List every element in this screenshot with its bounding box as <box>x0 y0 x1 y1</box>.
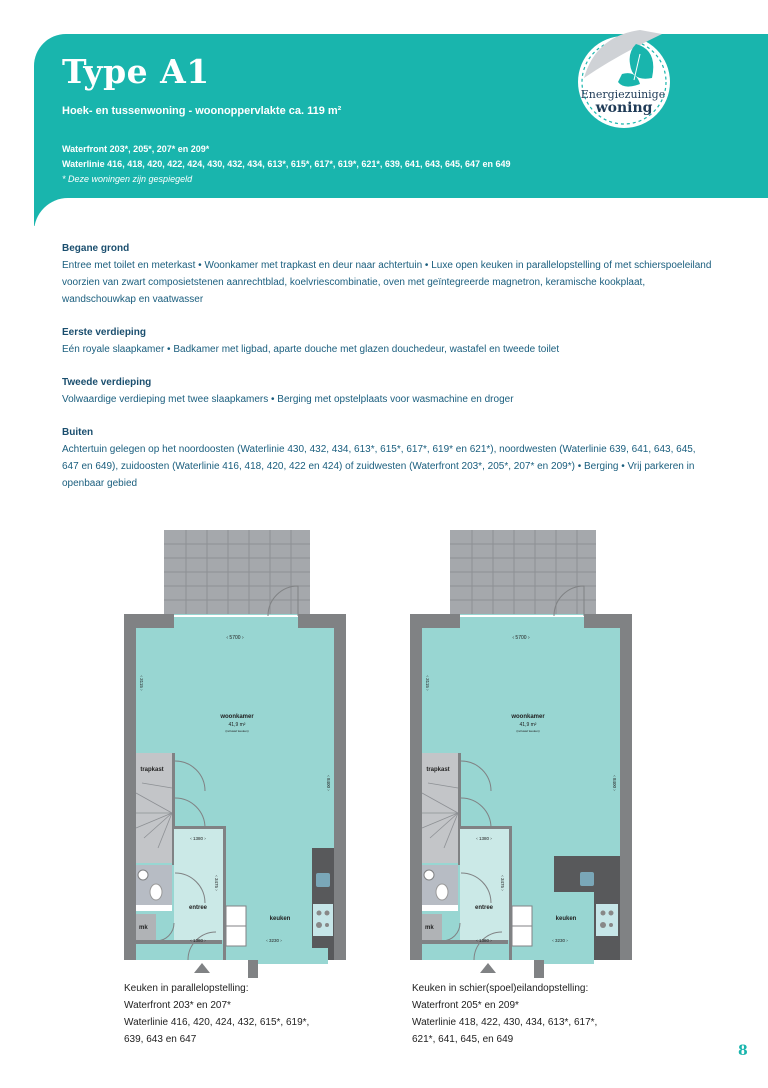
label-entree: entree <box>188 905 208 911</box>
label-area-note: (inclusief keuken) <box>516 729 540 733</box>
dim-entree-width: ‹ 1380 › <box>190 938 206 943</box>
section-heading: Buiten <box>62 427 94 438</box>
page-title: Type A1 <box>62 52 210 91</box>
section-heading: Tweede verdieping <box>62 377 152 388</box>
label-area: 41,9 m² <box>228 722 246 728</box>
section-heading: Eerste verdieping <box>62 327 146 338</box>
mirror-note: * Deze woningen zijn gespiegeld <box>62 174 193 184</box>
caption-line: Keuken in parallelopstelling: <box>124 983 249 994</box>
subtitle: Hoek- en tussenwoning - woonoppervlakte ca. 119 m² <box>62 105 342 117</box>
section-buiten <box>62 424 712 492</box>
label-area: 41,9 m² <box>519 722 537 728</box>
sink-icon <box>316 873 330 887</box>
dim-width: ‹ 5700 › <box>226 635 244 641</box>
dim-hall-height: ‹ 3475 › <box>214 875 219 891</box>
sink-icon <box>580 872 594 886</box>
dim-kitchen-width: ‹ 3230 › <box>552 938 568 943</box>
caption-line: Waterfront 205* en 209* <box>412 1000 519 1011</box>
label-entree: entree <box>474 905 494 911</box>
caption-island <box>412 980 597 1048</box>
section-text: Entree met toilet en meterkast • Woonkamer met trapkast en deur naar achtertuin • Luxe open keuken in parallelopstelling of met schierspoeleiland voorzien van zwart composietstenen aanrechtblad, koelvriescombinatie, oven met geïntegreerde magnetron, keramische kookplaat, wandschouwkap en vaatwasser <box>62 260 712 305</box>
caption-line: 621*, 641, 645, en 649 <box>412 1034 514 1045</box>
section-heading: Begane grond <box>62 243 130 254</box>
dim-kitchen-width: ‹ 3230 › <box>266 938 282 943</box>
dim-hall-height: ‹ 3475 › <box>500 875 505 891</box>
cooktop-icon <box>313 904 333 936</box>
cooktop-icon <box>596 904 618 936</box>
dim-entree-width: ‹ 1380 › <box>476 938 492 943</box>
floor-plan-parallel <box>122 528 348 978</box>
label-mk: mk <box>139 925 148 931</box>
dim-hall-width: ‹ 1380 › <box>190 836 206 841</box>
caption-line: Waterfront 203* en 207* <box>124 1000 231 1011</box>
header-curve <box>34 198 768 238</box>
caption-line: Waterlinie 418, 422, 430, 434, 613*, 617*, <box>412 1017 598 1028</box>
section-tweede-verdieping <box>62 374 712 408</box>
waterlinie-numbers: Waterlinie 416, 418, 420, 422, 424, 430, 432, 434, 613*, 615*, 617*, 619*, 621*, 639, 641, 643, 645, 647 en 649 <box>62 159 511 169</box>
caption-line: 639, 643 en 647 <box>124 1034 197 1045</box>
section-text: Eén royale slaapkamer • Badkamer met ligbad, aparte douche met glazen douchedeur, wastafel en tweede toilet <box>62 344 560 355</box>
dim-width: ‹ 5700 › <box>512 635 530 641</box>
section-begane-grond <box>62 240 712 308</box>
label-area-note: (inclusief keuken) <box>225 729 249 733</box>
label-trapkast: trapkast <box>426 767 450 773</box>
house-numbers <box>62 142 511 187</box>
page-number: 8 <box>738 1043 748 1059</box>
caption-parallel <box>124 980 309 1048</box>
section-text: Achtertuin gelegen op het noordoosten (Waterlinie 430, 432, 434, 613*, 615*, 617*, 619* en 621*), noordwesten (Waterlinie 639, 641, 643, 645, 647 en 649), zuidoosten (Waterlinie 416, 418, 420, 422 en 424) of zuidwesten (Waterfront 203*, 205*, 207* en 209*) • Berging • Vrij parkeren in openbaar gebied <box>62 444 696 489</box>
label-woonkamer: woonkamer <box>220 714 254 720</box>
label-mk: mk <box>425 925 434 931</box>
badge-line2: woning <box>595 100 653 116</box>
label-woonkamer: woonkamer <box>511 714 545 720</box>
energy-badge <box>566 26 680 130</box>
dim-right-height: ‹ 8400 › <box>612 775 617 791</box>
caption-line: Keuken in schier(spoel)eilandopstelling: <box>412 983 589 994</box>
section-eerste-verdieping <box>62 324 712 358</box>
dim-right-height: ‹ 8400 › <box>326 775 331 791</box>
dim-hall-width: ‹ 1380 › <box>476 836 492 841</box>
label-keuken: keuken <box>555 916 577 922</box>
label-trapkast: trapkast <box>140 767 164 773</box>
section-text: Volwaardige verdieping met twee slaapkamers • Berging met opstelplaats voor wasmachine en droger <box>62 394 514 405</box>
waterfront-numbers: Waterfront 203*, 205*, 207* en 209* <box>62 144 210 154</box>
label-keuken: keuken <box>269 916 291 922</box>
description <box>62 240 712 508</box>
terrace <box>164 530 310 614</box>
caption-line: Waterlinie 416, 420, 424, 432, 615*, 619*, <box>124 1017 310 1028</box>
floor-plan-island <box>408 528 634 978</box>
dim-left-height: ‹ 3115 › <box>139 675 144 691</box>
badge-line1: Energiezuinige <box>580 88 666 101</box>
terrace <box>450 530 596 614</box>
dim-left-height: ‹ 3115 › <box>425 675 430 691</box>
